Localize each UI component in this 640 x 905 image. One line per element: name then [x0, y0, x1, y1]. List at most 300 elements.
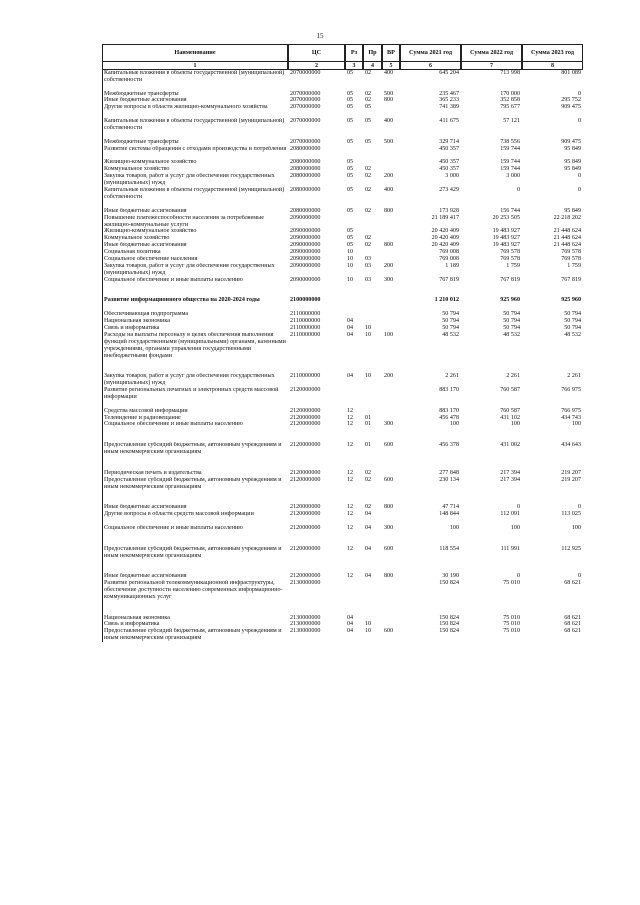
row-cs-cell: 2080000000	[290, 145, 321, 152]
row-sum-2021-cell: 118 554	[439, 545, 459, 552]
row-rz-cell: 12	[347, 407, 354, 414]
row-vr-cell: 400	[384, 187, 394, 194]
row-sum-2021-cell: 21 189 417	[431, 214, 459, 221]
row-sum-2021-cell: 456 478	[439, 414, 459, 421]
row-sum-2022-cell: 57 121	[503, 118, 520, 125]
row-cs-cell: 2110000000	[290, 311, 321, 318]
row-sum-2023-cell: 2 261	[567, 373, 581, 380]
row-vr-cell	[383, 580, 401, 615]
row-rz-cell: 05	[347, 173, 354, 180]
row-pr-cell: 10	[365, 373, 372, 380]
row-rz-cell: 05	[347, 235, 354, 242]
row-pr-cell: 03	[365, 255, 372, 262]
row-name-cell: Повышение платежеспособности населения за потребляемые жилищно-коммунальные услуги	[104, 214, 264, 228]
row-rz-cell: 04	[347, 628, 354, 635]
row-vr-cell	[383, 297, 401, 311]
row-name-cell: Коммунальное хозяйство	[104, 166, 170, 173]
row-name-cell: Периодическая печать и издательства	[104, 469, 202, 476]
table-row	[103, 628, 605, 642]
row-name-cell: Социальное обеспечение и иные выплаты населению	[104, 421, 243, 428]
row-sum-2021-cell: 20 420 409	[431, 242, 459, 249]
row-name-cell: Иные бюджетные ассигнования	[104, 504, 187, 511]
row-sum-2021-cell: 2 261	[445, 373, 459, 380]
row-cs-cell: 2070000000	[290, 118, 321, 125]
header-sum-2021: Сумма 2021 год	[400, 44, 462, 62]
row-name-cell: Жилищно-коммунальное хозяйство	[104, 159, 197, 166]
row-sum-2023-cell: 219 207	[561, 469, 581, 476]
table-row	[103, 208, 605, 215]
row-sum-2021-cell: 150 824	[439, 628, 459, 635]
table-row	[103, 187, 605, 208]
row-sum-2021-cell: 767 819	[439, 276, 459, 283]
row-cs-cell: 2090000000	[290, 228, 321, 235]
row-vr-cell: 400	[384, 69, 394, 76]
row-sum-2022-cell: 769 578	[500, 255, 520, 262]
row-sum-2022-cell: 431 002	[500, 442, 520, 449]
row-sum-2021-cell: 273 429	[439, 187, 459, 194]
row-sum-2023-cell: 0	[577, 118, 581, 125]
row-sum-2021-cell: 450 357	[439, 159, 459, 166]
table-row	[103, 215, 605, 229]
header-pr: Пр	[363, 44, 383, 62]
row-sum-2021-cell: 100	[449, 524, 459, 531]
row-name-cell: Связь и информатика	[104, 324, 160, 331]
row-rz-cell: 05	[347, 69, 354, 76]
row-sum-2023-cell: 801 089	[561, 69, 581, 76]
row-vr-cell: 100	[384, 331, 394, 338]
row-sum-2023-cell: 21 448 624	[553, 228, 581, 235]
row-name-cell: Иные бюджетные ассигнования	[104, 97, 187, 104]
row-cs-cell: 2120000000	[290, 545, 321, 552]
row-cs-cell: 2130000000	[290, 621, 321, 628]
row-sum-2021-cell: 456 378	[439, 442, 459, 449]
row-sum-2022-cell: 156 744	[500, 207, 520, 214]
row-vr-cell	[383, 104, 401, 118]
table-row	[103, 118, 605, 139]
row-cs-cell: 2120000000	[290, 476, 321, 483]
row-sum-2023-cell: 48 532	[564, 331, 581, 338]
row-vr-cell: 400	[384, 118, 394, 125]
row-sum-2021-cell: 20 420 409	[431, 228, 459, 235]
row-rz-cell: 05	[347, 138, 354, 145]
row-sum-2023-cell: 0	[577, 573, 581, 580]
row-cs-cell: 2080000000	[290, 159, 321, 166]
row-sum-2022-cell: 159 744	[500, 145, 520, 152]
table-row	[103, 146, 605, 160]
row-pr-cell: 04	[365, 524, 372, 531]
row-vr-cell	[383, 408, 401, 415]
row-vr-cell	[383, 235, 401, 242]
row-sum-2023-cell: 95 849	[564, 145, 581, 152]
row-cs-cell: 2080000000	[290, 207, 321, 214]
row-cs-cell: 2120000000	[290, 387, 321, 393]
row-cs-cell: 2130000000	[290, 628, 321, 635]
row-vr-cell	[383, 318, 401, 325]
row-sum-2023-cell: 0	[577, 504, 581, 511]
table-row	[103, 91, 605, 98]
table-row	[103, 477, 605, 505]
row-sum-2021-cell: 450 357	[439, 145, 459, 152]
row-rz-cell	[346, 580, 364, 615]
row-sum-2021-cell: 50 794	[442, 311, 459, 318]
header-vr: ВР	[382, 44, 401, 62]
row-sum-2022-cell: 75 010	[503, 621, 520, 628]
row-name-cell: Межбюджетные трансферты	[104, 138, 179, 145]
row-sum-2021-cell: 277 848	[439, 469, 459, 476]
row-sum-2022-cell: 170 000	[500, 90, 520, 97]
row-sum-2021-cell: 150 824	[439, 621, 459, 628]
table-row	[103, 504, 605, 511]
row-cs-cell: 2090000000	[290, 255, 321, 262]
row-sum-2022-cell: 112 091	[500, 511, 520, 518]
row-vr-cell	[383, 511, 401, 525]
row-sum-2022-cell: 50 794	[503, 311, 520, 318]
row-sum-2022-cell: 75 010	[503, 580, 520, 587]
row-sum-2022-cell: 0	[516, 573, 520, 580]
row-name-cell: Межбюджетные трансферты	[104, 90, 179, 97]
column-number: 6	[400, 61, 462, 70]
row-pr-cell: 05	[365, 138, 372, 145]
row-sum-2022-cell: 925 960	[500, 297, 520, 304]
row-cs-cell: 2100000000	[290, 297, 321, 304]
row-cs-cell: 2070000000	[290, 138, 321, 145]
row-rz-cell	[346, 146, 364, 160]
row-pr-cell: 02	[365, 476, 372, 483]
table-row	[103, 325, 605, 332]
row-vr-cell: 300	[384, 421, 394, 428]
table-row	[103, 615, 605, 622]
row-sum-2022-cell: 50 794	[503, 324, 520, 331]
table-row	[103, 70, 605, 91]
row-sum-2021-cell: 48 532	[442, 331, 459, 338]
row-sum-2022-cell: 760 587	[500, 407, 520, 414]
row-pr-cell	[364, 297, 383, 311]
row-name-cell: Иные бюджетные ассигнования	[104, 207, 187, 214]
row-sum-2023-cell: 68 621	[564, 580, 581, 587]
row-sum-2021-cell: 450 357	[439, 166, 459, 173]
row-rz-cell: 12	[347, 421, 354, 428]
row-name-cell: Закупка товаров, работ и услуг для обеспечения государственных (муниципальных) нужд	[104, 262, 275, 276]
row-cs-cell: 2110000000	[290, 324, 321, 331]
row-vr-cell: 200	[384, 262, 394, 269]
row-sum-2023-cell: 100	[571, 421, 581, 428]
header-cs: ЦС	[288, 44, 346, 62]
row-name-cell: Закупка товаров, работ и услуг для обеспечения государственных (муниципальных) нужд	[104, 373, 275, 387]
row-pr-cell: 02	[365, 242, 372, 249]
row-name-cell: Предоставление субсидий бюджетным, автономным учреждениям и иным некоммерческим организациям	[104, 442, 282, 456]
table-row	[103, 546, 605, 574]
row-vr-cell	[383, 621, 401, 628]
row-sum-2022-cell: 1 759	[506, 262, 520, 269]
row-sum-2023-cell: 767 819	[561, 276, 581, 283]
row-sum-2022-cell: 760 587	[500, 387, 520, 393]
row-cs-cell: 2090000000	[290, 214, 321, 221]
row-sum-2023-cell: 21 448 624	[553, 235, 581, 242]
row-sum-2023-cell: 100	[571, 524, 581, 531]
row-sum-2023-cell: 113 025	[561, 511, 581, 518]
row-sum-2021-cell: 883 170	[439, 407, 459, 414]
table-row	[103, 249, 605, 256]
row-rz-cell: 04	[347, 331, 354, 338]
row-cs-cell: 2080000000	[290, 166, 321, 173]
row-name-cell: Средства массовой информации	[104, 407, 188, 414]
row-sum-2021-cell: 230 134	[439, 476, 459, 483]
row-pr-cell: 02	[365, 469, 372, 476]
row-sum-2021-cell: 150 824	[439, 614, 459, 621]
table-row	[103, 297, 605, 311]
column-number: 3	[345, 61, 364, 70]
row-pr-cell: 02	[365, 504, 372, 511]
table-row	[103, 242, 605, 249]
row-cs-cell: 2090000000	[290, 276, 321, 283]
row-sum-2022-cell: 20 253 505	[492, 214, 520, 221]
row-rz-cell: 05	[347, 166, 354, 173]
table-header	[102, 44, 605, 61]
row-name-cell: Развитие региональных печатных и электронных средств массовой информации	[104, 387, 279, 400]
row-sum-2021-cell: 20 420 409	[431, 235, 459, 242]
row-name-cell: Телевидение и радиовещание	[104, 414, 181, 421]
row-vr-cell	[383, 325, 401, 332]
page-number: 15	[316, 32, 324, 40]
row-sum-2022-cell: 111 991	[500, 545, 520, 552]
table-row	[103, 415, 605, 422]
row-sum-2022-cell: 352 858	[500, 97, 520, 104]
row-vr-cell: 600	[384, 476, 394, 483]
row-cs-cell: 2120000000	[290, 407, 321, 414]
column-number: 2	[288, 61, 346, 70]
row-pr-cell	[364, 318, 383, 325]
row-cs-cell: 2120000000	[290, 524, 321, 531]
row-rz-cell: 12	[347, 545, 354, 552]
table-row	[103, 408, 605, 415]
row-sum-2023-cell: 68 621	[564, 614, 581, 621]
row-rz-cell: 05	[347, 97, 354, 104]
row-cs-cell: 2120000000	[290, 414, 321, 421]
row-sum-2023-cell: 50 794	[564, 318, 581, 325]
column-number: 4	[363, 61, 383, 70]
table-row	[103, 235, 605, 242]
row-vr-cell: 800	[384, 573, 394, 580]
row-vr-cell: 800	[384, 97, 394, 104]
row-vr-cell	[383, 215, 401, 229]
row-name-cell: Расходы на выплаты персоналу в целях обеспечения выполнения функций государственными (муниципальными) органами, казенными учреждениями, органами управления государственными внебюджетными фондами	[104, 331, 286, 359]
row-vr-cell	[383, 387, 401, 408]
row-pr-cell: 02	[365, 166, 372, 173]
row-vr-cell	[383, 311, 401, 318]
row-cs-cell: 2070000000	[290, 90, 321, 97]
row-pr-cell: 10	[365, 324, 372, 331]
row-sum-2021-cell: 1 210 012	[434, 297, 459, 304]
row-pr-cell	[364, 387, 383, 408]
row-sum-2021-cell: 148 844	[439, 511, 459, 518]
row-vr-cell	[383, 249, 401, 256]
row-vr-cell	[383, 415, 401, 422]
row-cs-cell: 2110000000	[290, 373, 321, 380]
row-name-cell: Связь и информатика	[104, 621, 160, 628]
row-vr-cell: 600	[384, 442, 394, 449]
row-sum-2022-cell: 75 010	[503, 614, 520, 621]
row-cs-cell: 2090000000	[290, 242, 321, 249]
row-vr-cell	[383, 159, 401, 166]
row-pr-cell: 10	[365, 628, 372, 635]
row-sum-2022-cell: 767 819	[500, 276, 520, 283]
row-pr-cell: 05	[365, 104, 372, 111]
row-vr-cell: 800	[384, 504, 394, 511]
row-rz-cell: 05	[347, 207, 354, 214]
row-rz-cell: 12	[347, 511, 354, 518]
row-sum-2021-cell: 100	[449, 421, 459, 428]
row-cs-cell: 2110000000	[290, 331, 321, 338]
header-sum-2022: Сумма 2022 год	[461, 44, 523, 62]
row-vr-cell: 800	[384, 207, 394, 214]
row-rz-cell: 05	[347, 242, 354, 249]
row-name-cell: Развитие информационного общества на 2020-2024 годы	[104, 297, 260, 304]
row-name-cell: Другие вопросы в области жилищно-коммунального хозяйства	[104, 104, 268, 111]
row-vr-cell: 200	[384, 173, 394, 180]
row-name-cell: Другие вопросы в области средств массовой информации	[104, 511, 254, 518]
row-rz-cell: 05	[347, 159, 354, 166]
row-rz-cell: 04	[347, 373, 354, 380]
row-vr-cell: 600	[384, 545, 394, 552]
row-rz-cell: 04	[347, 318, 354, 325]
row-pr-cell: 05	[365, 118, 372, 125]
row-vr-cell	[383, 166, 401, 173]
row-vr-cell	[383, 228, 401, 235]
row-name-cell: Развитие системы обращения с отходами производства и потребления	[104, 145, 287, 152]
row-sum-2023-cell: 925 960	[561, 297, 581, 304]
row-pr-cell	[364, 215, 383, 229]
row-cs-cell: 2120000000	[290, 573, 321, 580]
row-vr-cell	[383, 256, 401, 263]
row-sum-2022-cell: 100	[510, 421, 520, 428]
table-row	[103, 263, 605, 277]
row-sum-2023-cell: 95 849	[564, 166, 581, 173]
row-pr-cell: 10	[365, 621, 372, 628]
row-rz-cell: 05	[347, 118, 354, 125]
table-row	[103, 104, 605, 118]
row-cs-cell: 2120000000	[290, 442, 321, 449]
row-sum-2023-cell: 50 794	[564, 324, 581, 331]
row-rz-cell: 04	[347, 324, 354, 331]
row-name-cell: Предоставление субсидий бюджетным, автономным учреждениям и иным некоммерческим организациям	[104, 545, 282, 559]
row-pr-cell	[364, 580, 383, 615]
row-sum-2023-cell: 95 849	[564, 159, 581, 166]
row-sum-2022-cell: 19 483 927	[492, 228, 520, 235]
row-sum-2023-cell: 766 975	[561, 387, 581, 393]
row-cs-cell: 2070000000	[290, 104, 321, 111]
row-sum-2023-cell: 112 925	[561, 545, 581, 552]
row-pr-cell: 04	[365, 573, 372, 580]
row-vr-cell: 600	[384, 628, 394, 635]
row-name-cell: Закупка товаров, работ и услуг для обеспечения государственных (муниципальных) нужд	[104, 173, 275, 187]
row-sum-2023-cell: 0	[577, 173, 581, 180]
row-sum-2023-cell: 909 475	[561, 138, 581, 145]
row-sum-2022-cell: 738 556	[500, 138, 520, 145]
table-row	[103, 166, 605, 173]
column-number: 5	[382, 61, 401, 70]
row-rz-cell: 05	[347, 187, 354, 194]
table-row	[103, 470, 605, 477]
row-pr-cell: 02	[365, 90, 372, 97]
row-sum-2021-cell: 329 714	[439, 138, 459, 145]
row-pr-cell	[364, 159, 383, 166]
row-sum-2021-cell: 1 189	[445, 262, 459, 269]
table-row	[103, 318, 605, 325]
row-rz-cell: 05	[347, 104, 354, 111]
row-sum-2021-cell: 741 389	[439, 104, 459, 111]
row-rz-cell: 12	[347, 469, 354, 476]
row-sum-2021-cell: 235 467	[439, 90, 459, 97]
row-sum-2023-cell: 50 794	[564, 311, 581, 318]
row-sum-2021-cell: 173 928	[439, 207, 459, 214]
column-number: 1	[102, 61, 289, 70]
column-number: 8	[522, 61, 584, 70]
row-cs-cell: 2080000000	[290, 187, 321, 194]
header-name: Наименование	[102, 44, 289, 62]
row-vr-cell: 300	[384, 276, 394, 283]
row-name-cell: Коммунальное хозяйство	[104, 235, 170, 242]
row-pr-cell: 03	[365, 262, 372, 269]
row-sum-2021-cell: 883 170	[439, 387, 459, 393]
row-sum-2022-cell: 0	[516, 504, 520, 511]
row-sum-2022-cell: 159 744	[500, 166, 520, 173]
row-pr-cell	[364, 228, 383, 235]
row-cs-cell: 2120000000	[290, 504, 321, 511]
row-sum-2021-cell: 365 233	[439, 97, 459, 104]
row-name-cell: Предоставление субсидий бюджетным, автономным учреждениям и иным некоммерческим организациям	[104, 476, 282, 490]
row-cs-cell: 2130000000	[290, 580, 321, 587]
row-pr-cell: 02	[365, 69, 372, 76]
row-vr-cell: 500	[384, 138, 394, 145]
row-sum-2023-cell: 295 752	[561, 97, 581, 104]
table-row	[103, 139, 605, 146]
table-body	[102, 70, 605, 642]
row-sum-2023-cell: 21 448 624	[553, 242, 581, 249]
row-sum-2023-cell: 0	[577, 187, 581, 194]
row-rz-cell	[346, 215, 364, 229]
row-pr-cell: 10	[365, 331, 372, 338]
table-row	[103, 228, 605, 235]
row-sum-2023-cell: 95 849	[564, 207, 581, 214]
row-name-cell: Капитальные вложения в объекты государственной (муниципальной) собственности	[104, 187, 285, 200]
row-sum-2023-cell: 22 218 202	[553, 214, 581, 221]
row-rz-cell: 10	[347, 249, 354, 256]
table-row	[103, 421, 605, 442]
row-sum-2023-cell: 68 621	[564, 621, 581, 628]
row-sum-2023-cell: 769 578	[561, 249, 581, 256]
row-name-cell: Социальная политика	[104, 249, 161, 256]
row-cs-cell: 2130000000	[290, 614, 321, 621]
row-sum-2022-cell: 75 010	[503, 628, 520, 635]
row-sum-2021-cell: 3 000	[445, 173, 459, 180]
row-rz-cell: 12	[347, 573, 354, 580]
row-pr-cell: 04	[365, 545, 372, 552]
row-name-cell: Национальная экономика	[104, 318, 171, 325]
row-sum-2022-cell: 50 794	[503, 318, 520, 325]
row-rz-cell: 12	[347, 414, 354, 421]
row-sum-2022-cell: 48 532	[503, 331, 520, 338]
row-rz-cell	[346, 387, 364, 408]
row-cs-cell: 2120000000	[290, 469, 321, 476]
row-pr-cell: 02	[365, 97, 372, 104]
row-sum-2023-cell: 434 643	[561, 442, 581, 449]
row-sum-2021-cell: 769 008	[439, 255, 459, 262]
row-sum-2022-cell: 100	[510, 524, 520, 531]
row-sum-2023-cell: 68 621	[564, 628, 581, 635]
row-sum-2022-cell: 2 261	[506, 373, 520, 380]
row-rz-cell: 12	[347, 442, 354, 449]
table-row	[103, 173, 605, 187]
